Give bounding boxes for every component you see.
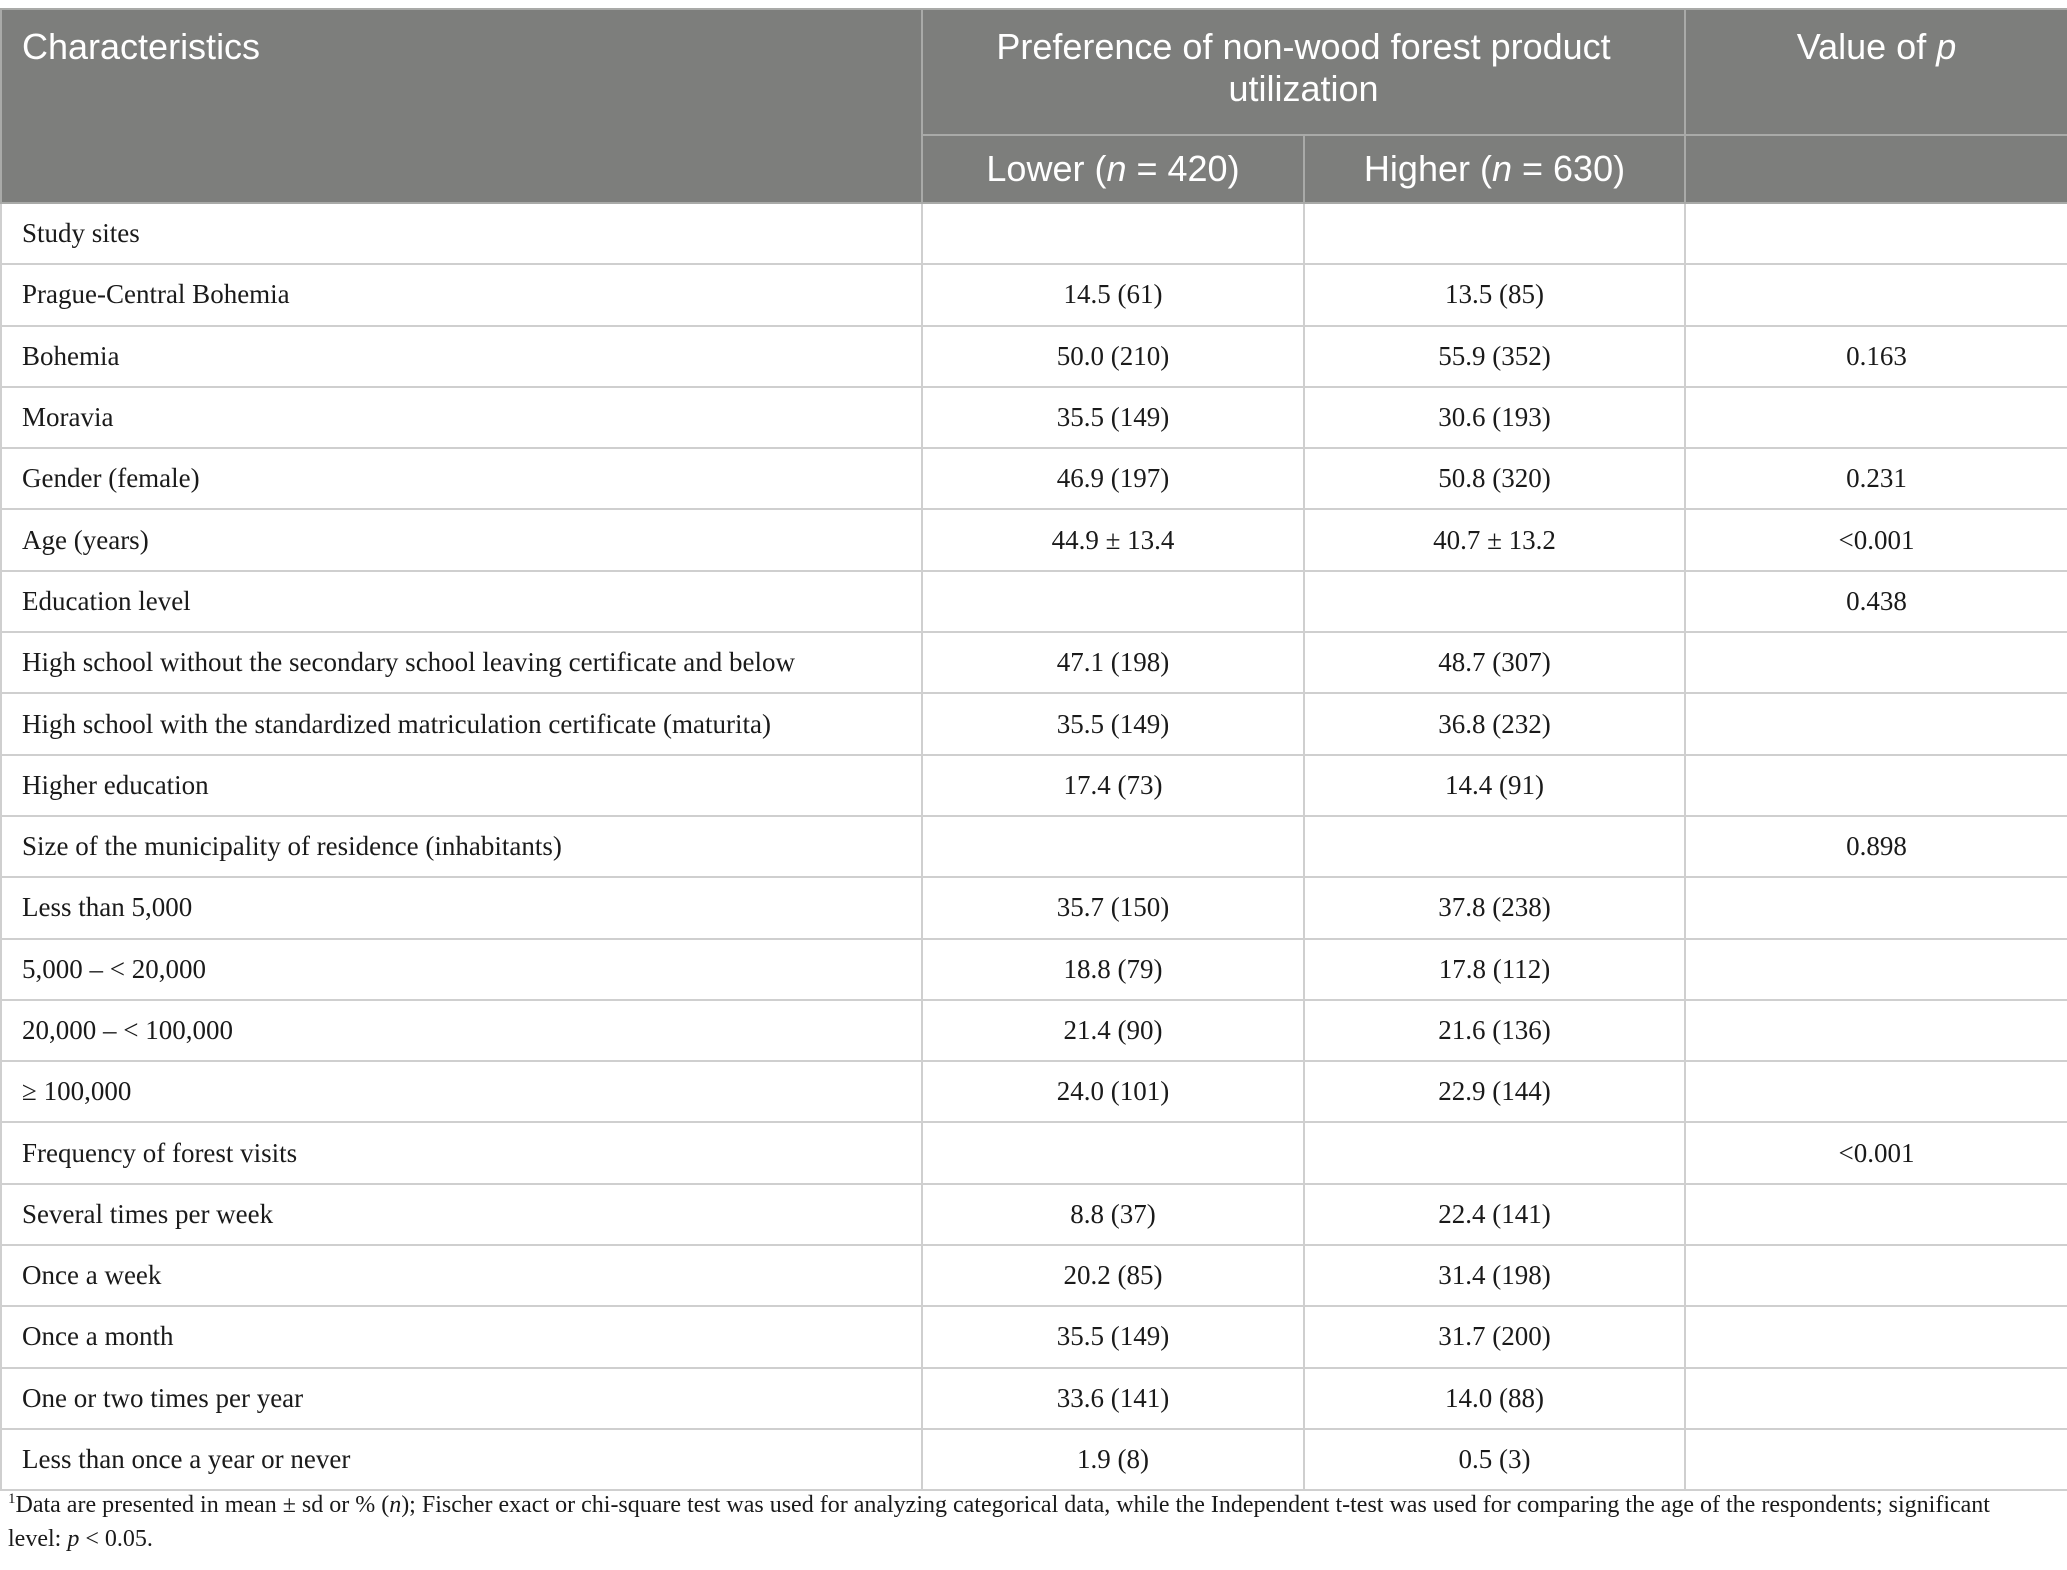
- row-higher-value: 50.8 (320): [1304, 448, 1685, 509]
- row-label: Age (years): [1, 509, 922, 570]
- row-lower-value: 35.5 (149): [922, 693, 1304, 754]
- header-lower-n: n: [1106, 148, 1127, 189]
- row-higher-value: 13.5 (85): [1304, 264, 1685, 325]
- row-label: Size of the municipality of residence (inhabitants): [1, 816, 922, 877]
- row-lower-value: [922, 1122, 1304, 1183]
- header-preference: Preference of non-wood forest product utilization: [922, 9, 1685, 135]
- row-lower-value: [922, 203, 1304, 264]
- row-p-value: [1685, 264, 2067, 325]
- table-body: [1, 203, 2067, 1490]
- row-higher-value: 22.4 (141): [1304, 1184, 1685, 1245]
- row-lower-value: 35.7 (150): [922, 877, 1304, 938]
- row-higher-value: 55.9 (352): [1304, 326, 1685, 387]
- header-lower-suffix: = 420): [1126, 148, 1240, 189]
- table-row: [1, 1184, 2067, 1245]
- row-label: High school without the secondary school leaving certificate and below: [1, 632, 922, 693]
- row-lower-value: 35.5 (149): [922, 1306, 1304, 1367]
- row-label: Gender (female): [1, 448, 922, 509]
- row-lower-value: 47.1 (198): [922, 632, 1304, 693]
- table-row: [1, 632, 2067, 693]
- row-lower-value: 17.4 (73): [922, 755, 1304, 816]
- row-label: Once a month: [1, 1306, 922, 1367]
- row-higher-value: [1304, 816, 1685, 877]
- row-lower-value: 14.5 (61): [922, 264, 1304, 325]
- footnote-text-2: ); Fischer exact or chi-square test was used for analyzing categorical data, while the Independent t-test was used for comparing the age of the respondents; significant level:: [8, 1492, 1990, 1552]
- table-row: [1, 1122, 2067, 1183]
- row-label: High school with the standardized matriculation certificate (maturita): [1, 693, 922, 754]
- table-row: [1, 264, 2067, 325]
- row-p-value: [1685, 939, 2067, 1000]
- row-higher-value: 30.6 (193): [1304, 387, 1685, 448]
- header-higher-suffix: = 630): [1512, 148, 1626, 189]
- footnote-n: n: [389, 1492, 402, 1518]
- footnote-text-3: < 0.05.: [79, 1526, 153, 1552]
- row-lower-value: 24.0 (101): [922, 1061, 1304, 1122]
- footnote-marker: 1: [8, 1491, 16, 1507]
- row-higher-value: 14.4 (91): [1304, 755, 1685, 816]
- row-higher-value: 21.6 (136): [1304, 1000, 1685, 1061]
- row-label: Frequency of forest visits: [1, 1122, 922, 1183]
- header-lower: [922, 135, 1304, 203]
- row-higher-value: 31.4 (198): [1304, 1245, 1685, 1306]
- row-lower-value: 46.9 (197): [922, 448, 1304, 509]
- row-p-value: [1685, 1184, 2067, 1245]
- row-lower-value: 8.8 (37): [922, 1184, 1304, 1245]
- row-label: Education level: [1, 571, 922, 632]
- row-higher-value: [1304, 1122, 1685, 1183]
- characteristics-table: [0, 8, 2067, 1491]
- row-lower-value: 1.9 (8): [922, 1429, 1304, 1490]
- header-lower-prefix: Lower (: [986, 148, 1107, 189]
- row-p-value: [1685, 1245, 2067, 1306]
- row-p-value: 0.231: [1685, 448, 2067, 509]
- row-label: One or two times per year: [1, 1368, 922, 1429]
- row-p-value: <0.001: [1685, 1122, 2067, 1183]
- table-row: [1, 877, 2067, 938]
- table-row: [1, 571, 2067, 632]
- row-lower-value: 20.2 (85): [922, 1245, 1304, 1306]
- table-row: [1, 203, 2067, 264]
- row-higher-value: 22.9 (144): [1304, 1061, 1685, 1122]
- header-pvalue-var: p: [1936, 26, 1957, 67]
- row-p-value: [1685, 1306, 2067, 1367]
- header-pvalue: [1685, 9, 2067, 135]
- row-higher-value: [1304, 571, 1685, 632]
- row-label: ≥ 100,000: [1, 1061, 922, 1122]
- row-label: Once a week: [1, 1245, 922, 1306]
- row-higher-value: 37.8 (238): [1304, 877, 1685, 938]
- header-pvalue-text: Value of: [1796, 26, 1937, 67]
- row-label: Prague-Central Bohemia: [1, 264, 922, 325]
- row-p-value: [1685, 693, 2067, 754]
- row-p-value: [1685, 1368, 2067, 1429]
- row-label: 5,000 – < 20,000: [1, 939, 922, 1000]
- row-p-value: 0.438: [1685, 571, 2067, 632]
- row-higher-value: 14.0 (88): [1304, 1368, 1685, 1429]
- footnote-text-1: Data are presented in mean ± sd or % (: [15, 1492, 390, 1518]
- table-row: [1, 755, 2067, 816]
- row-label: Study sites: [1, 203, 922, 264]
- row-p-value: [1685, 1061, 2067, 1122]
- row-higher-value: 36.8 (232): [1304, 693, 1685, 754]
- row-p-value: [1685, 632, 2067, 693]
- table-row: [1, 509, 2067, 570]
- table-row: [1, 1429, 2067, 1490]
- row-label: 20,000 – < 100,000: [1, 1000, 922, 1061]
- row-lower-value: 21.4 (90): [922, 1000, 1304, 1061]
- row-p-value: [1685, 1000, 2067, 1061]
- table-row: [1, 1000, 2067, 1061]
- row-higher-value: [1304, 203, 1685, 264]
- footnote-p: p: [67, 1526, 80, 1552]
- table-header: [1, 9, 2067, 203]
- row-p-value: 0.898: [1685, 816, 2067, 877]
- header-higher: [1304, 135, 1685, 203]
- row-higher-value: 31.7 (200): [1304, 1306, 1685, 1367]
- row-lower-value: [922, 816, 1304, 877]
- header-pvalue-blank: [1685, 135, 2067, 203]
- table-row: [1, 387, 2067, 448]
- table-row: [1, 1368, 2067, 1429]
- row-label: Higher education: [1, 755, 922, 816]
- row-higher-value: 17.8 (112): [1304, 939, 1685, 1000]
- table-footnote: [8, 1488, 2048, 1556]
- row-label: Bohemia: [1, 326, 922, 387]
- header-row-top: [1, 9, 2067, 135]
- header-characteristics: Characteristics: [1, 9, 922, 203]
- table-row: [1, 1061, 2067, 1122]
- table-row: [1, 816, 2067, 877]
- row-p-value: [1685, 1429, 2067, 1490]
- header-higher-prefix: Higher (: [1363, 148, 1492, 189]
- row-lower-value: 44.9 ± 13.4: [922, 509, 1304, 570]
- row-p-value: [1685, 387, 2067, 448]
- row-p-value: 0.163: [1685, 326, 2067, 387]
- table-row: [1, 326, 2067, 387]
- row-lower-value: 18.8 (79): [922, 939, 1304, 1000]
- row-label: Less than 5,000: [1, 877, 922, 938]
- row-label: Several times per week: [1, 1184, 922, 1245]
- table-row: [1, 1245, 2067, 1306]
- header-higher-n: n: [1491, 148, 1512, 189]
- table-row: [1, 939, 2067, 1000]
- row-label: Less than once a year or never: [1, 1429, 922, 1490]
- row-p-value: [1685, 755, 2067, 816]
- row-p-value: [1685, 203, 2067, 264]
- row-lower-value: 33.6 (141): [922, 1368, 1304, 1429]
- row-higher-value: 48.7 (307): [1304, 632, 1685, 693]
- row-label: Moravia: [1, 387, 922, 448]
- table-row: [1, 448, 2067, 509]
- row-lower-value: 50.0 (210): [922, 326, 1304, 387]
- row-p-value: <0.001: [1685, 509, 2067, 570]
- row-p-value: [1685, 877, 2067, 938]
- row-higher-value: 40.7 ± 13.2: [1304, 509, 1685, 570]
- table-row: [1, 693, 2067, 754]
- row-lower-value: [922, 571, 1304, 632]
- row-lower-value: 35.5 (149): [922, 387, 1304, 448]
- row-higher-value: 0.5 (3): [1304, 1429, 1685, 1490]
- table-row: [1, 1306, 2067, 1367]
